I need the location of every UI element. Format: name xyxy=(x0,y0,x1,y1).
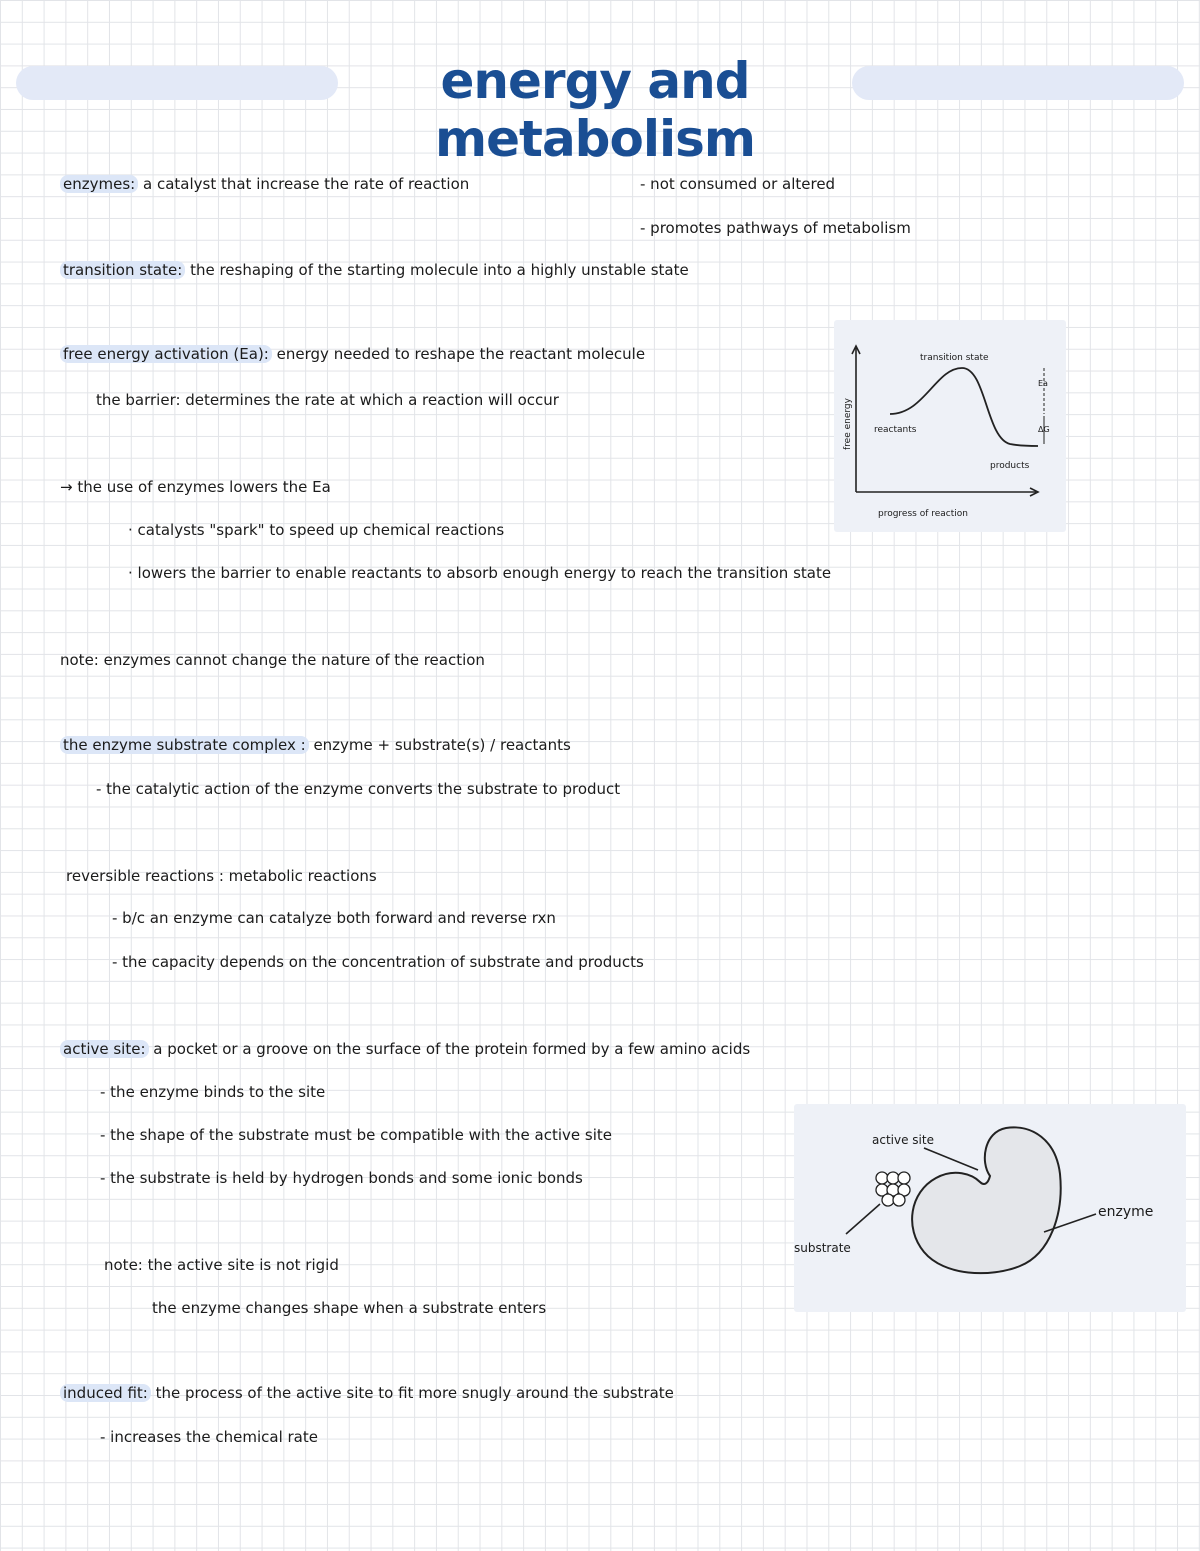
transition-term: transition state: xyxy=(60,261,185,279)
active-site-pointer xyxy=(924,1148,978,1170)
reversible-definition: metabolic reactions xyxy=(228,867,377,885)
y-axis-label: free energy xyxy=(843,398,853,450)
bc-enzyme-line: - b/c an enzyme can catalyze both forward and reverse rxn xyxy=(112,909,556,927)
enzymes-line xyxy=(60,174,469,194)
title-bar-right xyxy=(852,66,1184,100)
enzyme-shape xyxy=(912,1127,1061,1273)
barrier-line: the barrier: determines the rate at which a reaction will occur xyxy=(96,391,559,409)
induced-fit-term: induced fit: xyxy=(60,1384,151,1402)
note-not-rigid-line: note: the active site is not rigid xyxy=(104,1256,339,1274)
enzyme-diagram-svg xyxy=(794,1104,1186,1312)
complex-definition: enzyme + substrate(s) / reactants xyxy=(313,736,571,754)
transition-definition: the reshaping of the starting molecule into a highly unstable state xyxy=(190,261,689,279)
increases-rate-line: - increases the chemical rate xyxy=(100,1428,318,1446)
free-energy-definition: energy needed to reshape the reactant molecule xyxy=(276,345,646,363)
transition-state-label: transition state xyxy=(920,353,989,363)
active-site-term: active site: xyxy=(60,1040,149,1058)
complex-term: the enzyme substrate complex : xyxy=(60,736,309,754)
enzymes-term: enzymes: xyxy=(60,175,138,193)
reversible-term: reversible reactions : xyxy=(66,867,224,885)
free-energy-term: free energy activation (Ea): xyxy=(60,345,272,363)
reversible-line xyxy=(66,866,377,886)
changes-shape-line: the enzyme changes shape when a substrate enters xyxy=(152,1299,547,1317)
free-energy-line xyxy=(60,344,645,364)
page-title: energy and metabolism xyxy=(435,52,755,168)
active-site-label: active site xyxy=(872,1133,934,1147)
active-site-definition: a pocket or a groove on the surface of the protein formed by a few amino acids xyxy=(153,1040,751,1058)
products-label: products xyxy=(990,461,1030,471)
shape-compatible-line: - the shape of the substrate must be compatible with the active site xyxy=(100,1126,612,1144)
enzymes-definition: a catalyst that increase the rate of reaction xyxy=(142,175,470,193)
energy-diagram xyxy=(834,320,1066,532)
x-axis-label: progress of reaction xyxy=(878,509,968,519)
active-site-line xyxy=(60,1039,750,1059)
reactants-label: reactants xyxy=(874,425,917,435)
binds-line: - the enzyme binds to the site xyxy=(100,1083,326,1101)
use-of-enzymes-line: → the use of enzymes lowers the Ea xyxy=(60,478,331,496)
enzyme-label: enzyme xyxy=(1098,1204,1154,1220)
catalytic-action-line: - the catalytic action of the enzyme converts the substrate to product xyxy=(96,780,621,798)
transition-line xyxy=(60,260,689,280)
complex-line xyxy=(60,735,571,755)
substrate-pointer xyxy=(846,1204,880,1234)
induced-fit-definition: the process of the active site to fit more snugly around the substrate xyxy=(155,1384,674,1402)
catalysts-spark-line: · catalysts "spark" to speed up chemical reactions xyxy=(128,521,505,539)
enzyme-diagram xyxy=(794,1104,1186,1312)
title-bar-left xyxy=(16,66,338,100)
dg-label: ΔG xyxy=(1038,425,1050,434)
induced-fit-line xyxy=(60,1383,674,1403)
capacity-line: - the capacity depends on the concentration of substrate and products xyxy=(112,953,644,971)
note-enzymes-line: note: enzymes cannot change the nature of the reaction xyxy=(60,651,485,669)
bullet-promotes: - promotes pathways of metabolism xyxy=(640,219,911,237)
lowers-barrier-line: · lowers the barrier to enable reactants to absorb enough energy to reach the transition state xyxy=(128,564,832,582)
substrate-icon xyxy=(876,1172,910,1206)
held-by-line: - the substrate is held by hydrogen bonds and some ionic bonds xyxy=(100,1169,583,1187)
energy-diagram-svg xyxy=(834,320,1066,532)
bullet-not-consumed: - not consumed or altered xyxy=(640,175,836,193)
substrate-label: substrate xyxy=(794,1241,851,1255)
ea-label: Ea xyxy=(1038,379,1048,388)
